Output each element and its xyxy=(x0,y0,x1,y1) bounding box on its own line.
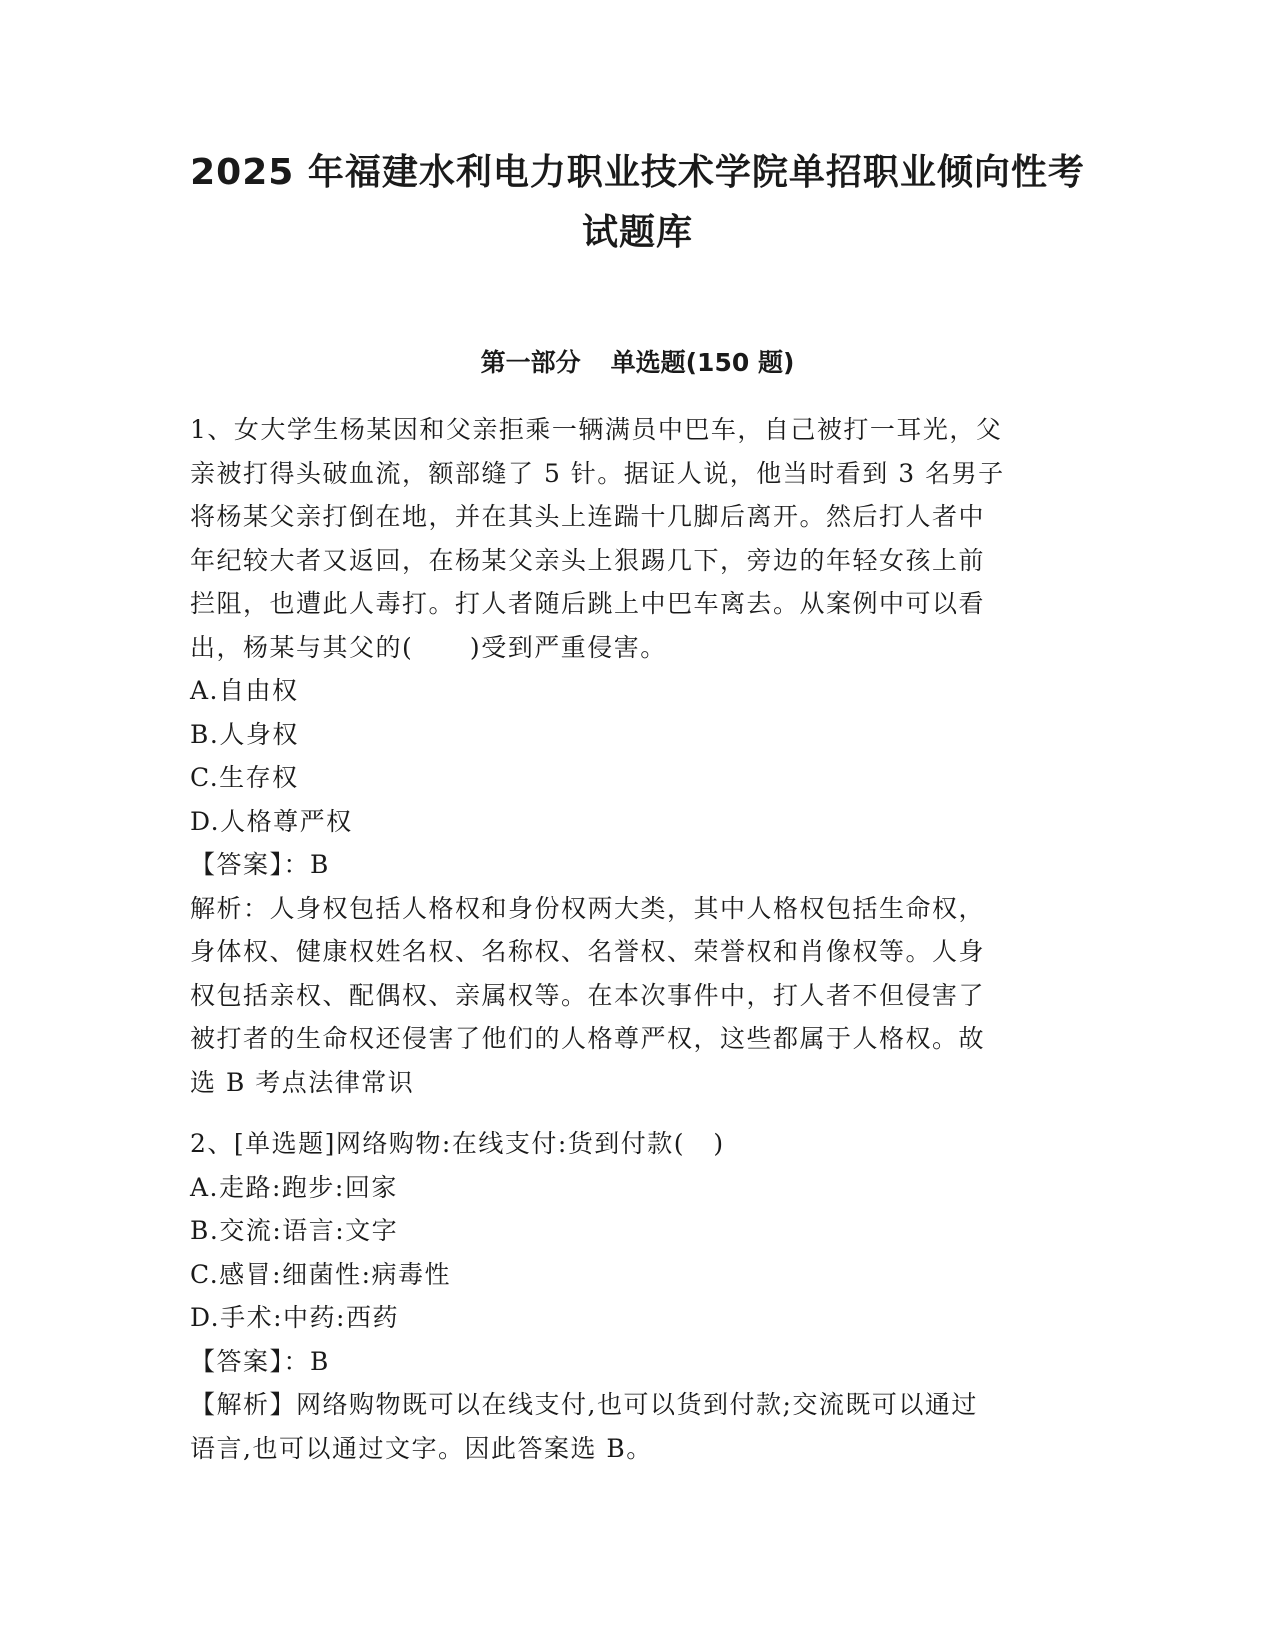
title-line: 2025 年福建水利电力职业技术学院单招职业倾向性考 xyxy=(190,152,1085,193)
question-stem-line: 将杨某父亲打倒在地，并在其头上连踹十几脚后离开。然后打人者中 xyxy=(190,502,986,531)
option-b: B.交流:语言:文字 xyxy=(190,1216,399,1245)
section-heading-type: 单选题(150 题) xyxy=(610,348,795,377)
title-line: 试题库 xyxy=(581,212,693,253)
option-c: C.生存权 xyxy=(190,763,299,792)
option-a: A.走路:跑步:回家 xyxy=(190,1172,398,1202)
question-stem-line: 亲被打得头破血流，额部缝了 5 针。据证人说，他当时看到 3 名男子 xyxy=(190,458,1005,488)
question-block-2 xyxy=(190,1122,1070,1470)
question-block-1 xyxy=(190,408,1070,1104)
section-heading xyxy=(150,345,1125,381)
option-d: D.人格尊严权 xyxy=(190,806,353,836)
analysis-line: 【解析】网络购物既可以在线支付,也可以货到付款;交流既可以通过 xyxy=(190,1390,978,1419)
question-stem-line: 2、[单选题]网络购物:在线支付:货到付款( ) xyxy=(190,1129,725,1158)
option-d: D.手术:中药:西药 xyxy=(190,1303,399,1332)
answer-line: 【答案】：B xyxy=(190,1346,330,1376)
analysis-line: 身体权、健康权姓名权、名称权、名誉权、荣誉权和肖像权等。人身 xyxy=(190,937,986,966)
question-stem-line: 出，杨某与其父的( )受到严重侵害。 xyxy=(190,632,667,662)
question-stem-line: 1、女大学生杨某因和父亲拒乘一辆满员中巴车，自己被打一耳光，父 xyxy=(190,415,1003,444)
analysis-line: 语言,也可以通过文字。因此答案选 B。 xyxy=(190,1433,653,1463)
section-heading-part: 第一部分 xyxy=(480,348,581,377)
analysis-line: 解析：人身权包括人格权和身份权两大类，其中人格权包括生命权， xyxy=(190,893,986,923)
question-stem-line: 年纪较大者又返回，在杨某父亲头上狠踢几下，旁边的年轻女孩上前 xyxy=(190,545,986,575)
answer-line: 【答案】：B xyxy=(190,850,330,879)
analysis-line: 被打者的生命权还侵害了他们的人格尊严权，这些都属于人格权。故 xyxy=(190,1024,986,1053)
option-c: C.感冒:细菌性:病毒性 xyxy=(190,1259,452,1289)
option-a: A.自由权 xyxy=(190,676,299,705)
analysis-line: 选 B 考点法律常识 xyxy=(190,1067,415,1097)
analysis-line: 权包括亲权、配偶权、亲属权等。在本次事件中，打人者不但侵害了 xyxy=(190,980,986,1010)
document-title xyxy=(150,143,1125,263)
option-b: B.人身权 xyxy=(190,719,299,749)
question-stem-line: 拦阻，也遭此人毒打。打人者随后跳上中巴车离去。从案例中可以看 xyxy=(190,589,986,618)
